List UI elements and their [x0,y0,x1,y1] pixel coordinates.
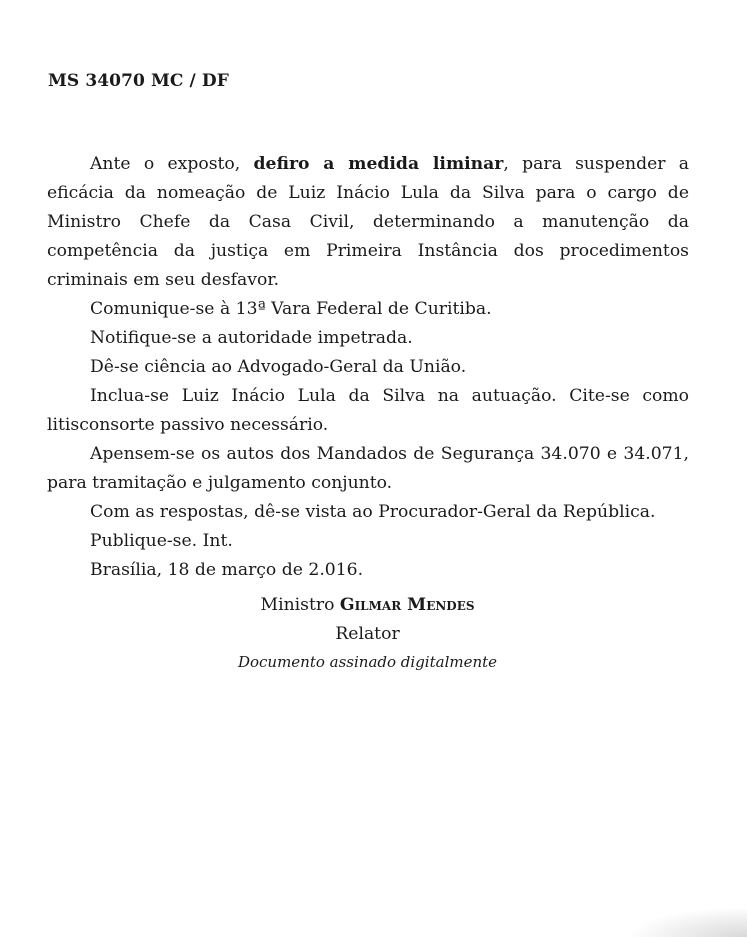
signature-role: Relator [335,624,400,644]
paragraph-attorney: Dê-se ciência ao Advogado-Geral da União. [90,357,467,377]
page-corner-shadow [627,907,747,937]
paragraph-responses: Com as respostas, dê-se vista ao Procurador-Geral da República. [90,502,656,522]
signature-title: Ministro [260,595,340,615]
paragraph-include: Inclua-se Luiz Inácio Lula da Silva na autuação. Cite-se como litisconsorte passivo necessário. [47,386,689,435]
signature-name [0,595,741,615]
paragraph-decision-intro: Ante o exposto, [90,154,254,174]
paragraph-date: Brasília, 18 de março de 2.016. [90,560,364,580]
case-header: MS 34070 MC / DF [48,71,229,91]
signature-minister-name: Gilmar Mendes [339,595,475,615]
paragraph-notify: Notifique-se a autoridade impetrada. [90,328,413,348]
paragraph-attach: Apensem-se os autos dos Mandados de Segurança 34.070 e 34.071, para tramitação e julgamento conjunto. [47,444,689,493]
decision-body [47,150,689,585]
paragraph-decision [47,150,689,295]
signature-note: Documento assinado digitalmente [237,653,498,671]
paragraph-communicate: Comunique-se à 13ª Vara Federal de Curitiba. [90,299,492,319]
paragraph-decision-rest: , para suspender a eficácia da nomeação de Luiz Inácio Lula da Silva para o cargo de Ministro Chefe da Casa Civil, determinando a manutenção da competência da justiça em Primeira Instância dos procedimentos criminais em seu desfavor. [47,154,689,290]
paragraph-decision-bold: defiro a medida liminar [253,154,504,174]
paragraph-publish: Publique-se. Int. [90,531,233,551]
